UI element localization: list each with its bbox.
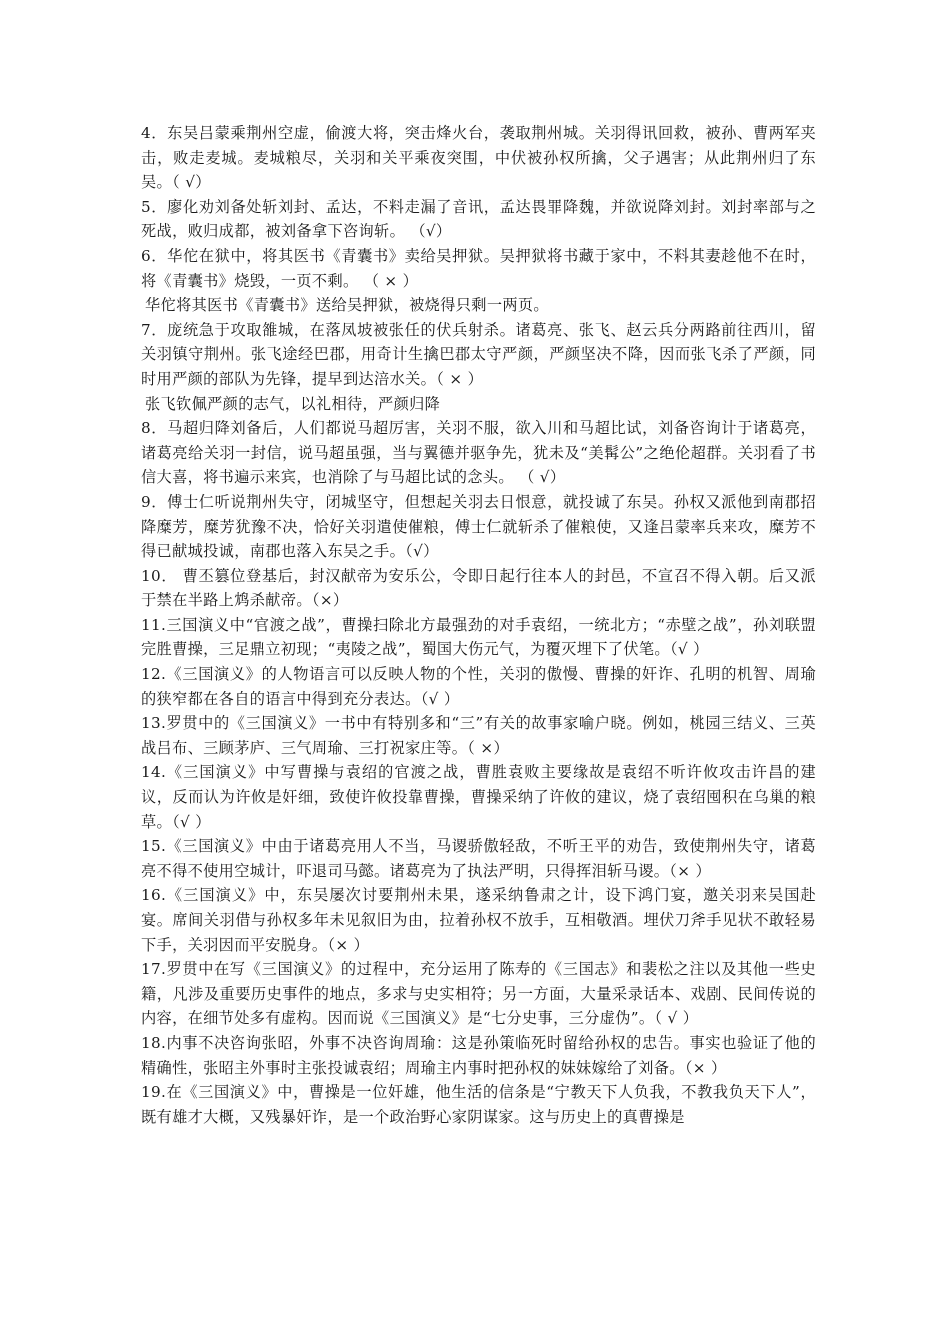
paragraph-item-9: 9．傅士仁听说荆州失守，闭城坚守，但想起关羽去日恨意，就投诚了东吴。孙权又派他到南郡招降糜芳，糜芳犹豫不决，恰好关羽遣使催粮，傅士仁就斩杀了催粮使，又逢吕蒙率兵来攻，糜芳不得已献城投诚，南郡也落入东吴之手。（√） (141, 492, 816, 561)
paragraph-item-6: 6．华佗在狱中，将其医书《青囊书》卖给吴押狱。吴押狱将书藏于家中，不料其妻趁他不在时，将《青囊书》烧毁，一页不剩。 （ × ） (141, 246, 816, 290)
paragraph-correction-6: 华佗将其医书《青囊书》送给吴押狱，被烧得只剩一两页。 (145, 296, 549, 315)
paragraph-item-17: 17.罗贯中在写《三国演义》的过程中，充分运用了陈寿的《三国志》和裴松之注以及其他一些史籍，凡涉及重要历史事件的地点，多求与史实相符；另一方面，大量采录话本、戏剧、民间传说的内容，在细节处多有虚构。因而说《三国演义》是“七分史事，三分虚伪”。（ √ ） (141, 960, 816, 1028)
paragraph-item-15: 15.《三国演义》中由于诸葛亮用人不当，马谡骄傲轻敌，不听王平的劝告，致使荆州失守，诸葛亮不得不使用空城计，吓退司马懿。诸葛亮为了执法严明，只得挥泪斩马谡。（× ） (141, 837, 816, 880)
paragraph-item-12: 12.《三国演义》的人物语言可以反映人物的个性，关羽的傲慢、曹操的奸诈、孔明的机智、周瑜的狭窄都在各自的语言中得到充分表达。（√ ） (141, 665, 816, 708)
paragraph-item-5: 5．廖化劝刘备处斩刘封、孟达，不料走漏了音讯，孟达畏罪降魏，并欲说降刘封。刘封率部与之死战，败归成都，被刘备拿下咨询斩。 （√） (141, 197, 816, 241)
paragraph-item-16: 16.《三国演义》中，东吴屡次讨要荆州未果，遂采纳鲁肃之计，设下鸿门宴，邀关羽来吴国赴宴。席间关羽借与孙权多年未见叙旧为由，拉着孙权不放手，互相敬酒。埋伏刀斧手见状不敢轻易下手，关羽因而平安脱身。（× ） (141, 886, 816, 954)
paragraph-item-4: 4．东吴吕蒙乘荆州空虚，偷渡大将，突击烽火台，袭取荆州城。关羽得讯回救，被孙、曹两军夹击，败走麦城。麦城粮尽，关羽和关平乘夜突围，中伏被孙权所擒，父子遇害；从此荆州归了东吴。（ √） (141, 124, 816, 192)
paragraph-item-11: 11.三国演义中“官渡之战”，曹操扫除北方最强劲的对手袁绍，一统北方；“赤壁之战”，孙刘联盟完胜曹操，三足鼎立初现；“夷陵之战”，蜀国大伤元气，为覆灭埋下了伏笔。（√ ） (141, 615, 816, 659)
paragraph-item-19: 19.在《三国演义》中，曹操是一位奸雄，他生活的信条是“宁教天下人负我，不教我负天下人”，既有雄才大概，又残暴奸诈，是一个政治野心家阴谋家。这与历史上的真曹操是 (141, 1083, 816, 1126)
paragraph-item-7: 7．庞统急于攻取雒城，在落凤坡被张任的伏兵射杀。诸葛亮、张飞、赵云兵分两路前往西川，留关羽镇守荆州。张飞途经巴郡，用奇计生擒巴郡太守严颜，严颜坚决不降，因而张飞杀了严颜，同时用严颜的部队为先锋，提早到达涪水关。（ × ） (141, 320, 816, 388)
document-page (141, 121, 816, 1129)
paragraph-item-13: 13.罗贯中的《三国演义》一书中有特别多和“三”有关的故事家喻户晓。例如，桃园三结义、三英战吕布、三顾茅庐、三气周瑜、三打祝家庄等。（ ×） (141, 714, 816, 757)
paragraph-item-18: 18.内事不决咨询张昭，外事不决咨询周瑜：这是孙策临死时留给孙权的忠告。事实也验证了他的精确性，张昭主外事时主张投诚袁绍；周瑜主内事时把孙权的妹妹嫁给了刘备。（× ） (141, 1033, 816, 1077)
paragraph-item-14: 14.《三国演义》中写曹操与袁绍的官渡之战，曹胜袁败主要缘故是袁绍不听许攸攻击许昌的建议，反而认为许攸是奸细，致使许攸投靠曹操，曹操采纳了许攸的建议，烧了袁绍囤积在乌巢的粮草。（√ ） (141, 763, 816, 831)
paragraph-item-8: 8．马超归降刘备后，人们都说马超厉害，关羽不服，欲入川和马超比试，刘备咨询计于诸葛亮，诸葛亮给关羽一封信，说马超虽强，当与翼德并驱争先，犹未及“美髯公”之绝伦超群。关羽看了书信大喜，将书遍示来宾，也消除了与马超比试的念头。 （ √） (141, 419, 816, 487)
paragraph-item-10: 10． 曹丕篡位登基后，封汉献帝为安乐公，令即日起行往本人的封邑，不宣召不得入朝。后又派于禁在半路上鸩杀献帝。（×） (141, 566, 816, 610)
paragraph-correction-7: 张飞钦佩严颜的志气，以礼相待，严颜归降 (145, 394, 441, 413)
